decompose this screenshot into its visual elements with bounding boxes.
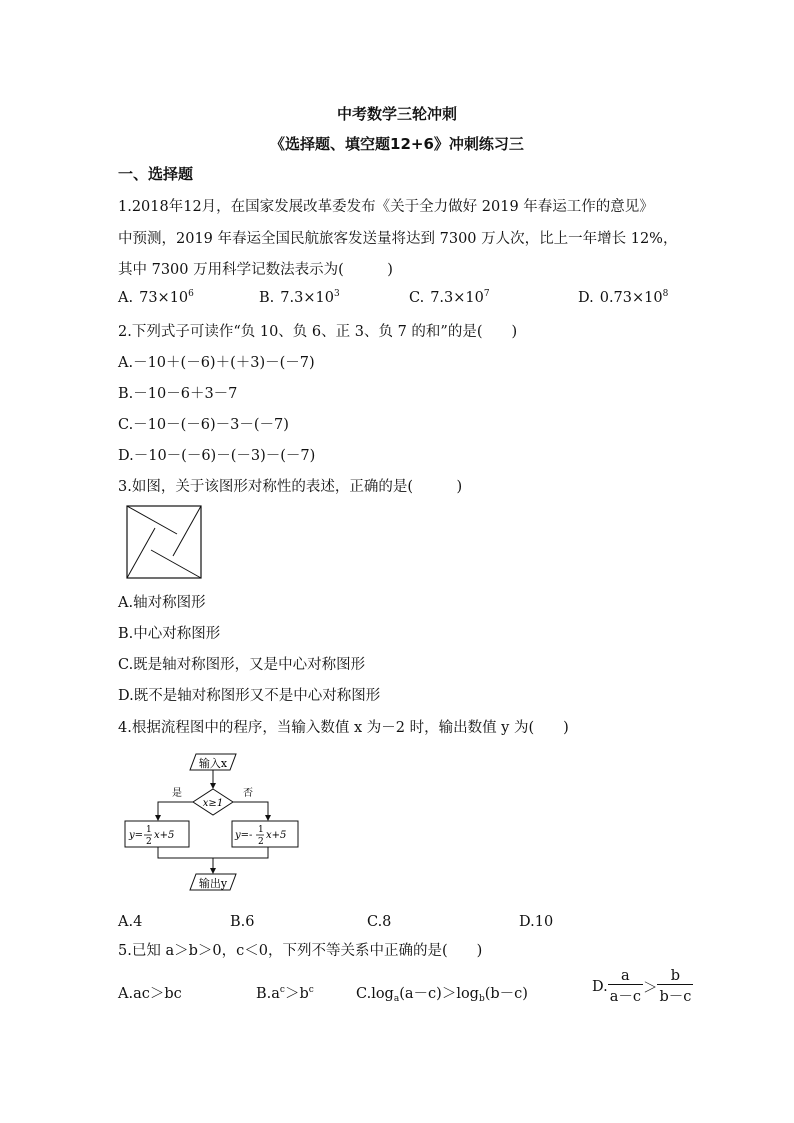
figure-line-2 xyxy=(173,506,201,556)
q4-flowchart xyxy=(120,748,310,896)
q4-option-c: C.8 xyxy=(367,914,392,930)
q5-option-d: D. $\frac{a}{a-c}$ ＞ $\frac{b}{b-c}$ xyxy=(592,968,692,1005)
q4-stem: 4.根据流程图中的程序，当输入数值 x 为－2 时，输出数值 y 为( ) xyxy=(118,720,569,736)
q3-option-d: D.既不是轴对称图形又不是中心对称图形 xyxy=(118,688,381,704)
q5-stem: 5.已知 a＞b＞0，c＜0，下列不等关系中正确的是( ) xyxy=(118,943,483,959)
q2-option-b: B.－10－6＋3－7 xyxy=(118,386,238,402)
figure-line-1 xyxy=(127,506,177,534)
q3-option-b: B.中心对称图形 xyxy=(118,626,221,642)
q1-option-c: C. $7.3\times 10^7$ xyxy=(409,289,490,306)
flow-right-suffix: x+5 xyxy=(266,830,287,841)
flow-left-prefix: y= xyxy=(129,830,144,841)
flow-input-label: 输入x xyxy=(198,757,228,770)
q2-stem: 2.下列式子可读作“负 10、负 6、正 3、负 7 的和”的是( ) xyxy=(118,324,518,340)
flow-left-frac-num: 1 xyxy=(146,825,152,835)
flow-yes-label: 是 xyxy=(172,788,182,799)
flow-right-sign: - xyxy=(249,830,253,841)
flow-left-frac-den: 2 xyxy=(146,837,152,847)
q1-stem-line3: 其中 7300 万用科学记数法表示为( ) xyxy=(118,262,393,278)
q3-pinwheel-figure xyxy=(126,505,204,581)
flow-arrow-yes xyxy=(158,802,193,820)
flow-left-suffix: x+5 xyxy=(154,830,175,841)
flow-condition-label: x≥1 xyxy=(202,798,224,809)
flow-output-label: 输出y xyxy=(198,877,228,890)
q3-stem: 3.如图，关于该图形对称性的表述，正确的是( ) xyxy=(118,479,463,495)
q2-option-a: A.－10＋(－6)＋(＋3)－(－7) xyxy=(118,355,315,371)
q4-option-d: D.10 xyxy=(519,914,554,930)
figure-line-3 xyxy=(151,550,201,578)
flow-right-frac-num: 1 xyxy=(258,825,264,835)
q1-stem-line1: 1.2018年12月，在国家发展改革委发布《关于全力做好 2019 年春运工作的意见》 xyxy=(118,199,654,215)
q5-option-a: A.ac＞bc xyxy=(118,986,182,1002)
flow-right-frac-den: 2 xyxy=(258,837,264,847)
q4-option-a: A.4 xyxy=(118,914,143,930)
q3-option-c: C.既是轴对称图形，又是中心对称图形 xyxy=(118,657,366,673)
q1-stem-line2: 中预测，2019 年春运全国民航旅客发送量将达到 7300 万人次，比上一年增长 12%， xyxy=(118,231,678,247)
q4-option-b: B.6 xyxy=(230,914,255,930)
q1-option-d: D. $0.73\times 10^8$ xyxy=(578,289,669,306)
page-title: 中考数学三轮冲刺 xyxy=(336,105,457,123)
q5-d-fraction-2: $\frac{b}{b-c}$ xyxy=(659,968,692,1005)
section-heading: 一、选择题 xyxy=(118,165,194,183)
q1-option-b: B. $7.3\times 10^3$ xyxy=(259,289,340,306)
flow-merge-line xyxy=(158,847,268,858)
flow-right-prefix: y= xyxy=(235,830,250,841)
flow-arrow-no xyxy=(233,802,268,820)
page-subtitle: 《选择题、填空题12+6》冲刺练习三 xyxy=(270,135,524,153)
q2-option-c: C.－10－(－6)－3－(－7) xyxy=(118,417,289,433)
flow-no-label: 否 xyxy=(243,788,253,799)
q1-option-a: A. $73\times 10^6$ xyxy=(118,289,194,306)
figure-outer-square xyxy=(127,506,201,578)
q2-option-d: D.－10－(－6)－(－3)－(－7) xyxy=(118,448,316,464)
figure-line-4 xyxy=(127,528,155,578)
q5-option-c: $C.\log_a(a-c)>\log_b(b-c)$ xyxy=(356,986,528,1004)
q5-d-fraction-1: $\frac{a}{a-c}$ xyxy=(609,968,641,1005)
q5-option-b: $B.a^c>b^c$ xyxy=(256,985,314,1002)
q3-option-a: A.轴对称图形 xyxy=(118,595,206,611)
